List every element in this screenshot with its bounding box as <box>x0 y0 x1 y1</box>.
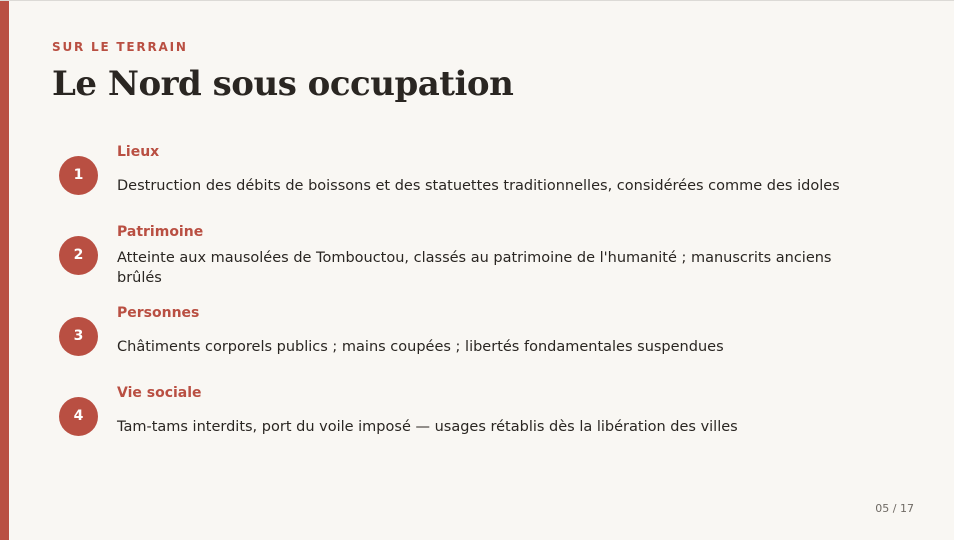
list-item-lieux <box>59 144 859 231</box>
list-item-patrimoine <box>59 224 859 311</box>
list-item-vie-sociale <box>59 385 859 472</box>
item-description: Tam-tams interdits, port du voile imposé — usages rétablis dès la libération des villes <box>117 419 738 435</box>
list-item-personnes <box>59 305 859 392</box>
item-number-badge: 4 <box>59 397 98 436</box>
section-eyebrow: SUR LE TERRAIN <box>52 40 188 54</box>
item-list <box>0 1 954 540</box>
item-number-badge: 1 <box>59 156 98 195</box>
item-description: Destruction des débits de boissons et des statuettes traditionnelles, considérées comme des idoles <box>117 178 840 194</box>
item-label: Vie sociale <box>117 385 202 401</box>
item-label: Lieux <box>117 144 160 160</box>
item-description: Atteinte aux mausolées de Tombouctou, classés au patrimoine de l'humanité ; manuscrits anciens brûlés <box>117 250 832 286</box>
item-description: Châtiments corporels publics ; mains coupées ; libertés fondamentales suspendues <box>117 339 724 355</box>
item-number-badge: 3 <box>59 317 98 356</box>
item-label: Patrimoine <box>117 224 204 240</box>
page-title: Le Nord sous occupation <box>52 64 514 104</box>
item-label: Personnes <box>117 305 200 321</box>
item-number-badge: 2 <box>59 236 98 275</box>
page-number: 05 / 17 <box>875 502 914 515</box>
